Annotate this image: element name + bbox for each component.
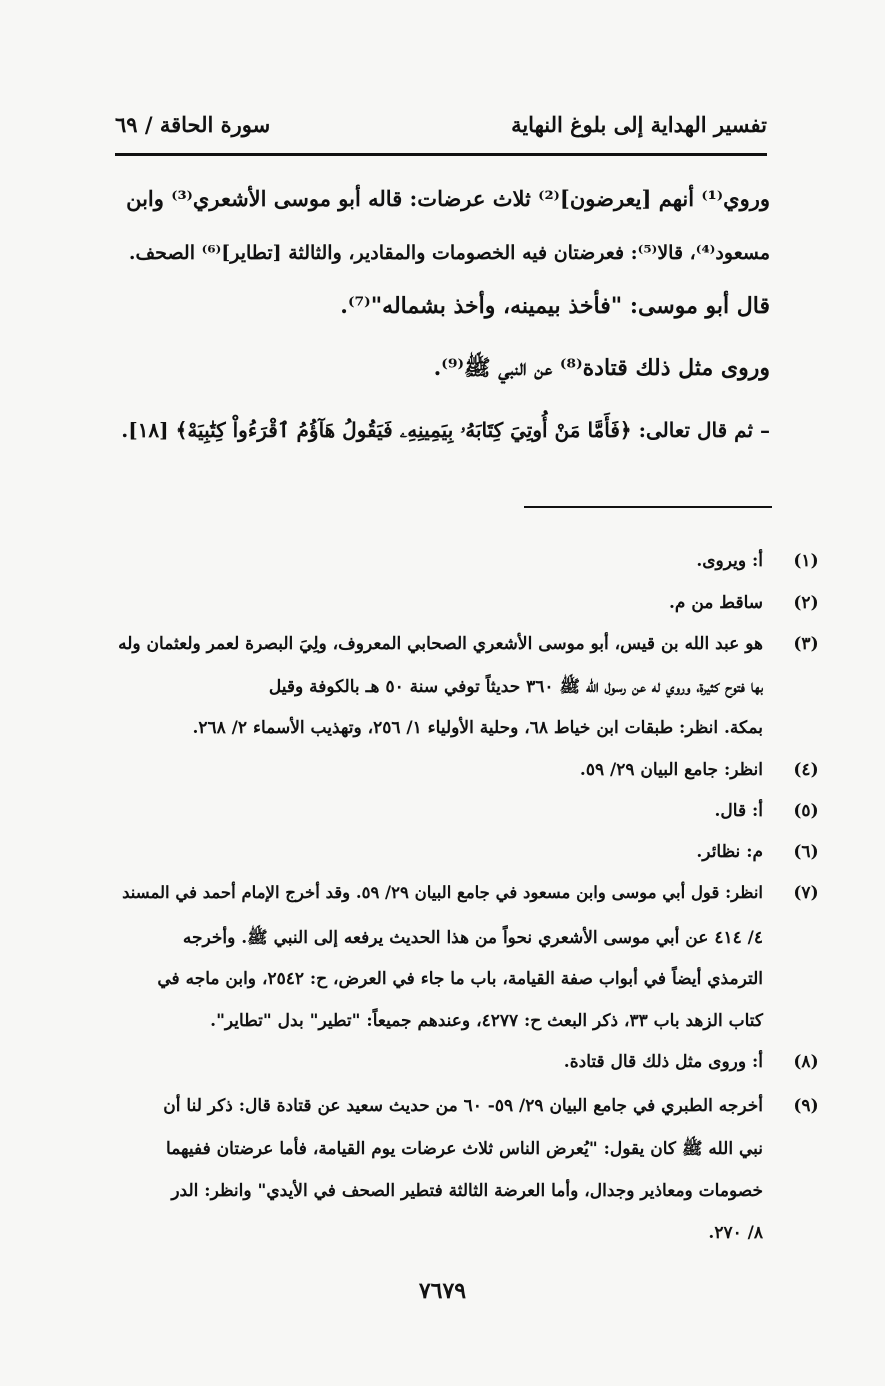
- footnote-text: انظر: قول أبي موسى وابن مسعود في جامع البيان ٢٩/ ٥٩. وقد أخرج الإمام أحمد في المسند: [122, 883, 763, 902]
- main-text-line: وروي⁽¹⁾ أنهم [يعرضون]⁽²⁾ ثلاث عرضات: قاله أبو موسى الأشعري⁽³⁾ وابن: [126, 186, 770, 211]
- footnote-text: أ: قال.: [714, 801, 763, 821]
- footnote-number: (١): [793, 551, 819, 571]
- book-title: تفسير الهداية إلى بلوغ النهاية: [511, 112, 767, 137]
- footnote-number: (٧): [793, 883, 819, 903]
- footnote-text: هو عبد الله بن قيس، أبو موسى الأشعري الصحابي المعروف، ولِيَ البصرة لعمر ولعثمان وله: [118, 634, 763, 654]
- footnote-text: كتاب الزهد باب ٣٣، ذكر البعث ح: ٤٢٧٧، وعندهم جميعاً: "تطير" بدل "تطاير".: [210, 1011, 763, 1031]
- footnote-number: (٢): [793, 593, 819, 613]
- footnote-text: انظر: جامع البيان ٢٩/ ٥٩.: [579, 760, 763, 780]
- running-header: [115, 112, 767, 146]
- footnote-number: (٦): [793, 842, 819, 862]
- footnote-number: (٣): [793, 634, 819, 654]
- main-text-line: قال أبو موسى: "فأخذ بيمينه، وأخذ بشماله"⁽⁷⁾.: [340, 293, 770, 319]
- footnote-number: (٩): [793, 1096, 819, 1116]
- footnote-text: نبي الله ﷺ كان يقول: "يُعرض الناس ثلاث عرضات يوم القيامة، فأما عرضتان ففيهما: [166, 1139, 763, 1159]
- footnote-text: بها فتوح كثيرة، وروي له عن رسول الله ﷺ ٣٦٠ حديثاً توفي سنة ٥٠ هـ بالكوفة وقيل: [268, 677, 763, 697]
- footnote-number: (٥): [793, 801, 819, 821]
- footnote-text: ساقط من م.: [668, 593, 763, 613]
- footnote-number: (٨): [793, 1052, 819, 1072]
- footnote-text: أخرجه الطبري في جامع البيان ٢٩/ ٥٩- ٦٠ من حديث سعيد عن قتادة قال: ذكر لنا أن: [163, 1096, 763, 1116]
- footnote-text: خصومات ومعاذير وجدال، وأما العرضة الثالثة فتطير الصحف في الأيدي" وانظر: الدر: [171, 1181, 763, 1201]
- footnote-text: الترمذي أيضاً في أبواب صفة القيامة، باب ما جاء في العرض، ح: ٢٥٤٢، وابن ماجه في: [157, 969, 763, 989]
- footnote-text: أ: وروى مثل ذلك قال قتادة.: [563, 1052, 763, 1072]
- footnote-text: بمكة. انظر: طبقات ابن خياط ٦٨، وحلية الأولياء ١/ ٢٥٦، وتهذيب الأسماء ٢/ ٢٦٨.: [192, 718, 763, 738]
- footnote-text: ٤/ ٤١٤ عن أبي موسى الأشعري نحواً من هذا الحديث يرفعه إلى النبي ﷺ. وأخرجه: [182, 928, 763, 948]
- footnote-text: م: نظائر.: [696, 842, 763, 862]
- footnote-text: أ: ويروى.: [696, 551, 763, 571]
- header-divider: [115, 153, 767, 156]
- footnote-divider: [524, 506, 772, 508]
- quran-verse-line: – ثم قال تعالى: ﴿فَأَمَّا مَنْ أُوتِيَ كِتَابَهُۥ بِيَمِينِهِۦ فَيَقُولُ هَآؤُمُ ٱقْرَءُواْ كِتَٰبِيَهْ﴾ [١٨].: [121, 418, 770, 442]
- main-text-line: وروى مثل ذلك قتادة⁽⁸⁾ عن النبي ﷺ⁽⁹⁾.: [433, 355, 770, 381]
- page-number: ٧٦٧٩: [418, 1278, 467, 1304]
- main-text-line: مسعود⁽⁴⁾، قالا⁽⁵⁾: فعرضتان فيه الخصومات والمقادير، والثالثة [تطاير]⁽⁶⁾ الصحف.: [128, 242, 770, 264]
- chapter-reference: سورة الحاقة / ٦٩: [115, 112, 271, 137]
- footnote-text: ٨/ ٢٧٠.: [708, 1223, 763, 1243]
- footnote-number: (٤): [793, 760, 819, 780]
